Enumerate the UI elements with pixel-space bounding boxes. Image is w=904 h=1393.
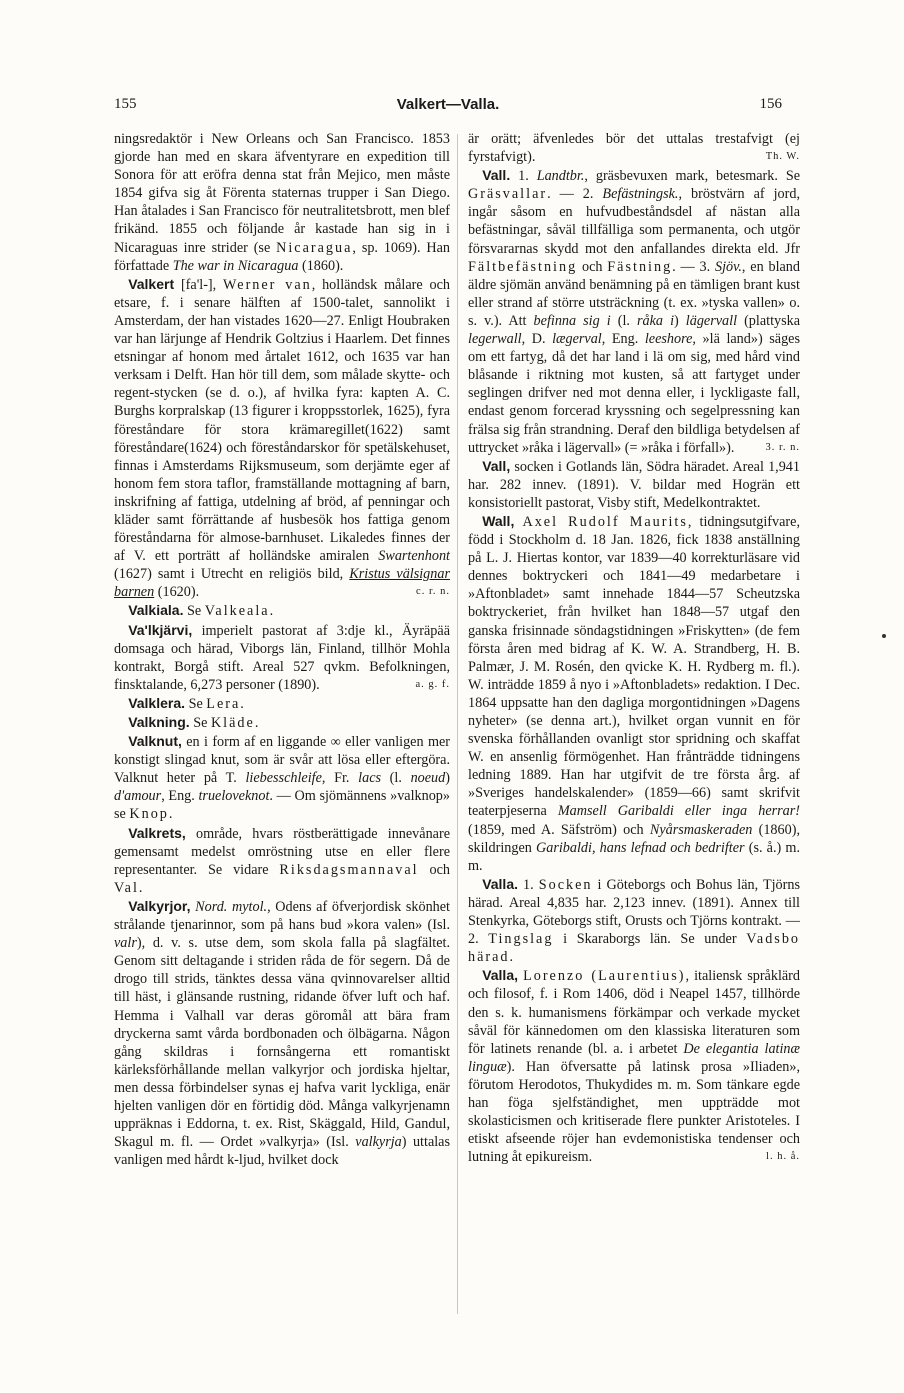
author-signature: c. r. n. [416, 586, 450, 598]
headword: Valkning. [128, 714, 190, 730]
page-number-right: 156 [759, 96, 782, 112]
entry-vall-socken: Vall, socken i Gotlands län, Södra häradet. Areal 1,941 har. 282 innev. (1891). V. bildar med Hogrän ett konsistoriellt pastorat, Visby stift, Medelkontraktet. [468, 457, 800, 511]
headword: Valla. [482, 875, 518, 892]
headword: Valkert [128, 275, 175, 292]
entry-valla-1: Valla. 1. Socken i Göteborgs och Bohus län, Tjörns härad. Areal 4,835 har. 2,123 innev. (1891). Annex till Stenkyrka, Göteborgs stift, Orusts och Tjörns kontrakt. — 2. Tingslag i Skaraborgs län. Se under Vadsbo härad. [468, 875, 801, 966]
headword: Valkiala. [128, 602, 184, 619]
entry-valkjarvi: Va'lkjärvi, imperielt pastorat af 3:dje kl., Äyräpää domsaga och härad, Viborgs län, Finland, tillhör Mohla kontrakt, Borgå stift. Areal 527 qvkm. Befolkningen, finsktalande, 6,273 personer (1890). a. g. f. [114, 621, 450, 693]
margin-mark [882, 634, 886, 638]
headword: Valkrets, [128, 824, 186, 841]
headword: Valla, [482, 967, 518, 984]
author-signature: 3. r. n. [765, 441, 800, 453]
entry-continuation: ningsredaktör i New Orleans och San Francisco. 1853 gjorde han med en skara äfventyrare en expedition till Sonora för att eröfra denna stat från Mejico, men måste 1854 gifva sig åt Förenta staternas trupper i San Diego. Han åtalades i San Francisco för neutralitetsbrott, men blef frikänd. 1855 och följande år kastade han sig in i Nicaraguas inre strider (se Nicaragua, sp. 1069). Han författade The war in Nicaragua (1860). [114, 131, 450, 274]
entry-vall: Vall. 1. Landtbr., gräsbevuxen mark, betesmark. Se Gräsvallar. — 2. Befästningsk., bröstvärn af jord, ingår såsom en hufvudbeståndsdel af nästan alla befästningar, såväl tillfälliga som permanenta, och utgör försvararnas skydd mot den anfallandes direkta eld. Jfr Fältbefästning och Fästning. — 3. Sjöv., en bland äldre sjömän använd benämning på en tämligen brant kust eller strand af större utsträckning (t. ex. »tyska vallen» o. s. v.). Att befinna sig i (l. råka i) lägervall (plattyska legerwall, D. lægerval, Eng. leeshore, »lä land») säges om ett fartyg, då det har land i lä om sig, med hård vind blåsande i riktning mot kusten, så att fartyget under seglingen drifver ned mot denna eller, i lyckligaste fall, endast genom forcerad kryssning och segelpressning kan frälsa sig från strandning. Deraf den bildliga betydelsen af uttrycket »råka i lägervall» (= »råka i förfall»). 3. r. n. [468, 167, 801, 456]
right-column [468, 130, 800, 1166]
entry-continuation: är orätt; äfvenledes bör det uttalas trestafvigt (ej fyrstafvigt). Th. W. [468, 131, 800, 166]
headword: Valknut, [128, 733, 182, 750]
entry-valkrets: Valkrets, område, hvars röstberättigade innevånare gemensamt medelst omröstning utse en eller flere representanter. Se vidare Riksdagsmannaval och Val. [114, 824, 450, 896]
headword: Vall. [482, 167, 511, 184]
running-title: Valkert—Valla. [396, 96, 500, 113]
headword: Valkyrjor, [128, 897, 191, 914]
page-number-left: 155 [114, 96, 137, 112]
entry-valklera: Valklera. Se Lera. [128, 694, 244, 712]
entry-valla-2: Valla, Lorenzo (Laurentius), italiensk språklärd och filosof, f. i Rom 1406, död i Neapel 1457, tillhörde den s. k. humanismens förkämpar och verkade mycket såväl för kännedomen om den klassiska literaturen som för latinets renande (bl. a. i arbetet De elegantia latinæ linguæ). Han öfversatte på latinsk prosa »Iliaden», förutom Herodotos, Thukydides m. m. Som tänkare egde han föga sjelfständighet, men uppträdde mot skolasticismen och kritiserade flere punkter Aristoteles. I etiskt afseende röjer han evdemonistiska tendenser och lutning åt epikureism. l. h. å. [468, 967, 801, 1166]
entry-valknut: Valknut, en i form af en liggande ∞ eller vanligen mer konstigt slingad knut, som är svår att lösa eller eftergöra. Valknut heter på T. liebesschleife, Fr. lacs (l. noeud) d'amour, Eng. trueloveknot. — Om sjömännens »valknop» se Knop. [114, 733, 450, 823]
author-signature: a. g. f. [415, 678, 450, 690]
headword: Wall, [482, 512, 515, 529]
headword: Valklera. [128, 694, 186, 711]
author-signature: l. h. å. [766, 1151, 800, 1163]
entry-valkert: Valkert [fa'l-], Werner van, holländsk målare och etsare, f. i senare hälften af 1500-talet, sannolikt i Amsterdam, der han vistades 1620—27. Enligt Houbraken var han lärjunge af Hendrik Goltzius i Haarlem. Det finnes etsningar af honom med årtalet 1612, och 1635 var han verksam i Delft. Han hör till dem, som målade skytte- och regent-stycken (se d. o.), af hvilka fyra: kapten A. C. Burghs korpralskap (13 figurer i kroppsstorlek, 1625), fyra föreståndare för stora krämaregillet(1622) samt föreståndare(1624) och föreståndarskor för spetälskehuset, finnas i Amsterdams Rijksmuseum, som derjämte eger af honom fem stora taflor, framställande mottagning af barn, inskrifning af fattiga, utdelning af bröd, af penningar och kläder samt förrättande af husbesök hos fattiga genom föreståndarna för almose-barnhuset. Likaledes finnes der af V. ett porträtt af holländske amiralen Swartenhont (1627) samt i Utrecht en religiös bild, Kristus välsignar barnen (1620). c. r. n. [114, 275, 450, 601]
headword: Va'lkjärvi, [128, 621, 193, 638]
left-column [114, 130, 450, 1169]
entry-wall: Wall, Axel Rudolf Maurits, tidningsutgifvare, född i Stockholm d. 18 Jan. 1826, fick 1838 anställning på L. J. Hiertas kontor, var 1839—40 korrekturläsare vid dennes boktryckeri och 1841—49 medarbetare i »Aftonbladet» samt innehade 1844—57 Scheutzska boktryckeriet, från hvilket han 1848—57 utgaf den ganska frisinnade söndagstidningen »Friskytten» (de fem första åren med bidrag af K. W. A. Strandberg, H. B. Palmær, J. M. Rosén, den qvicke K. H. Rydberg m. fl.). W. inträdde 1859 å nyo i »Aftonbladets» redaktion. I Dec. 1864 uppsatte han den dagliga morgontidningen »Dagens nyheter» (se denna art.), hvilket organ vunnit en för svenska förhållanden ovanligt stor spridning och skaffat W. en ansenlig förmögenhet. Han frånträdde tidningens ledning 1889. Han har utgifvit de tre första årg. af »Sveriges handelskalender» (1859—66) samt skrifvit teaterpjeserna Mamsell Garibaldi eller inga herrar! (1859, med A. Säfström) och Nyårsmaskeraden (1860), skildringen Garibaldi, hans lefnad och bedrifter (s. å.) m. m. [468, 512, 801, 874]
page-header [114, 96, 782, 118]
headword: Vall, [482, 457, 511, 474]
entry-valkning: Valkning. Se Kläde. [128, 714, 259, 731]
entry-valkyrjor: Valkyrjor, Nord. mytol., Odens af öfverjordisk skönhet strålande tjenarinnor, som på hans bud »kora valen» (Isl. valr), d. v. s. utse dem, som skola falla på slagfältet. Genom sitt deltagande i striden råda de för segern. Då de drogo till strids, tänktes dessa väna qvinnovarelser alltid till häst, i glänsande rustning, ridande öfver luft och haf. Hemma i Valhall var deras göromål att bära fram dryckerna samt vårda bordbonaden och ölbägarna. Någon gång skildras i fornsångerna ett romantiskt kärleksförhållande mellan valkyrjor och jordiska hjeltar, men dessa förbindelser synas ej hafva varit lyckliga, enär hjelten vanligen dör en förtidig död. Många valkyrjenamn uppräknas i Eddorna, t. ex. Rist, Skäggald, Hild, Gandul, Skagul m. fl. — Ordet »valkyrja» (Isl. valkyrja) uttalas vanligen med hårdt k-ljud, hvilket dock [114, 897, 450, 1169]
author-signature: Th. W. [765, 151, 800, 163]
column-divider [457, 134, 458, 1314]
entry-valkiala: Valkiala. Se Valkeala. [128, 602, 274, 620]
